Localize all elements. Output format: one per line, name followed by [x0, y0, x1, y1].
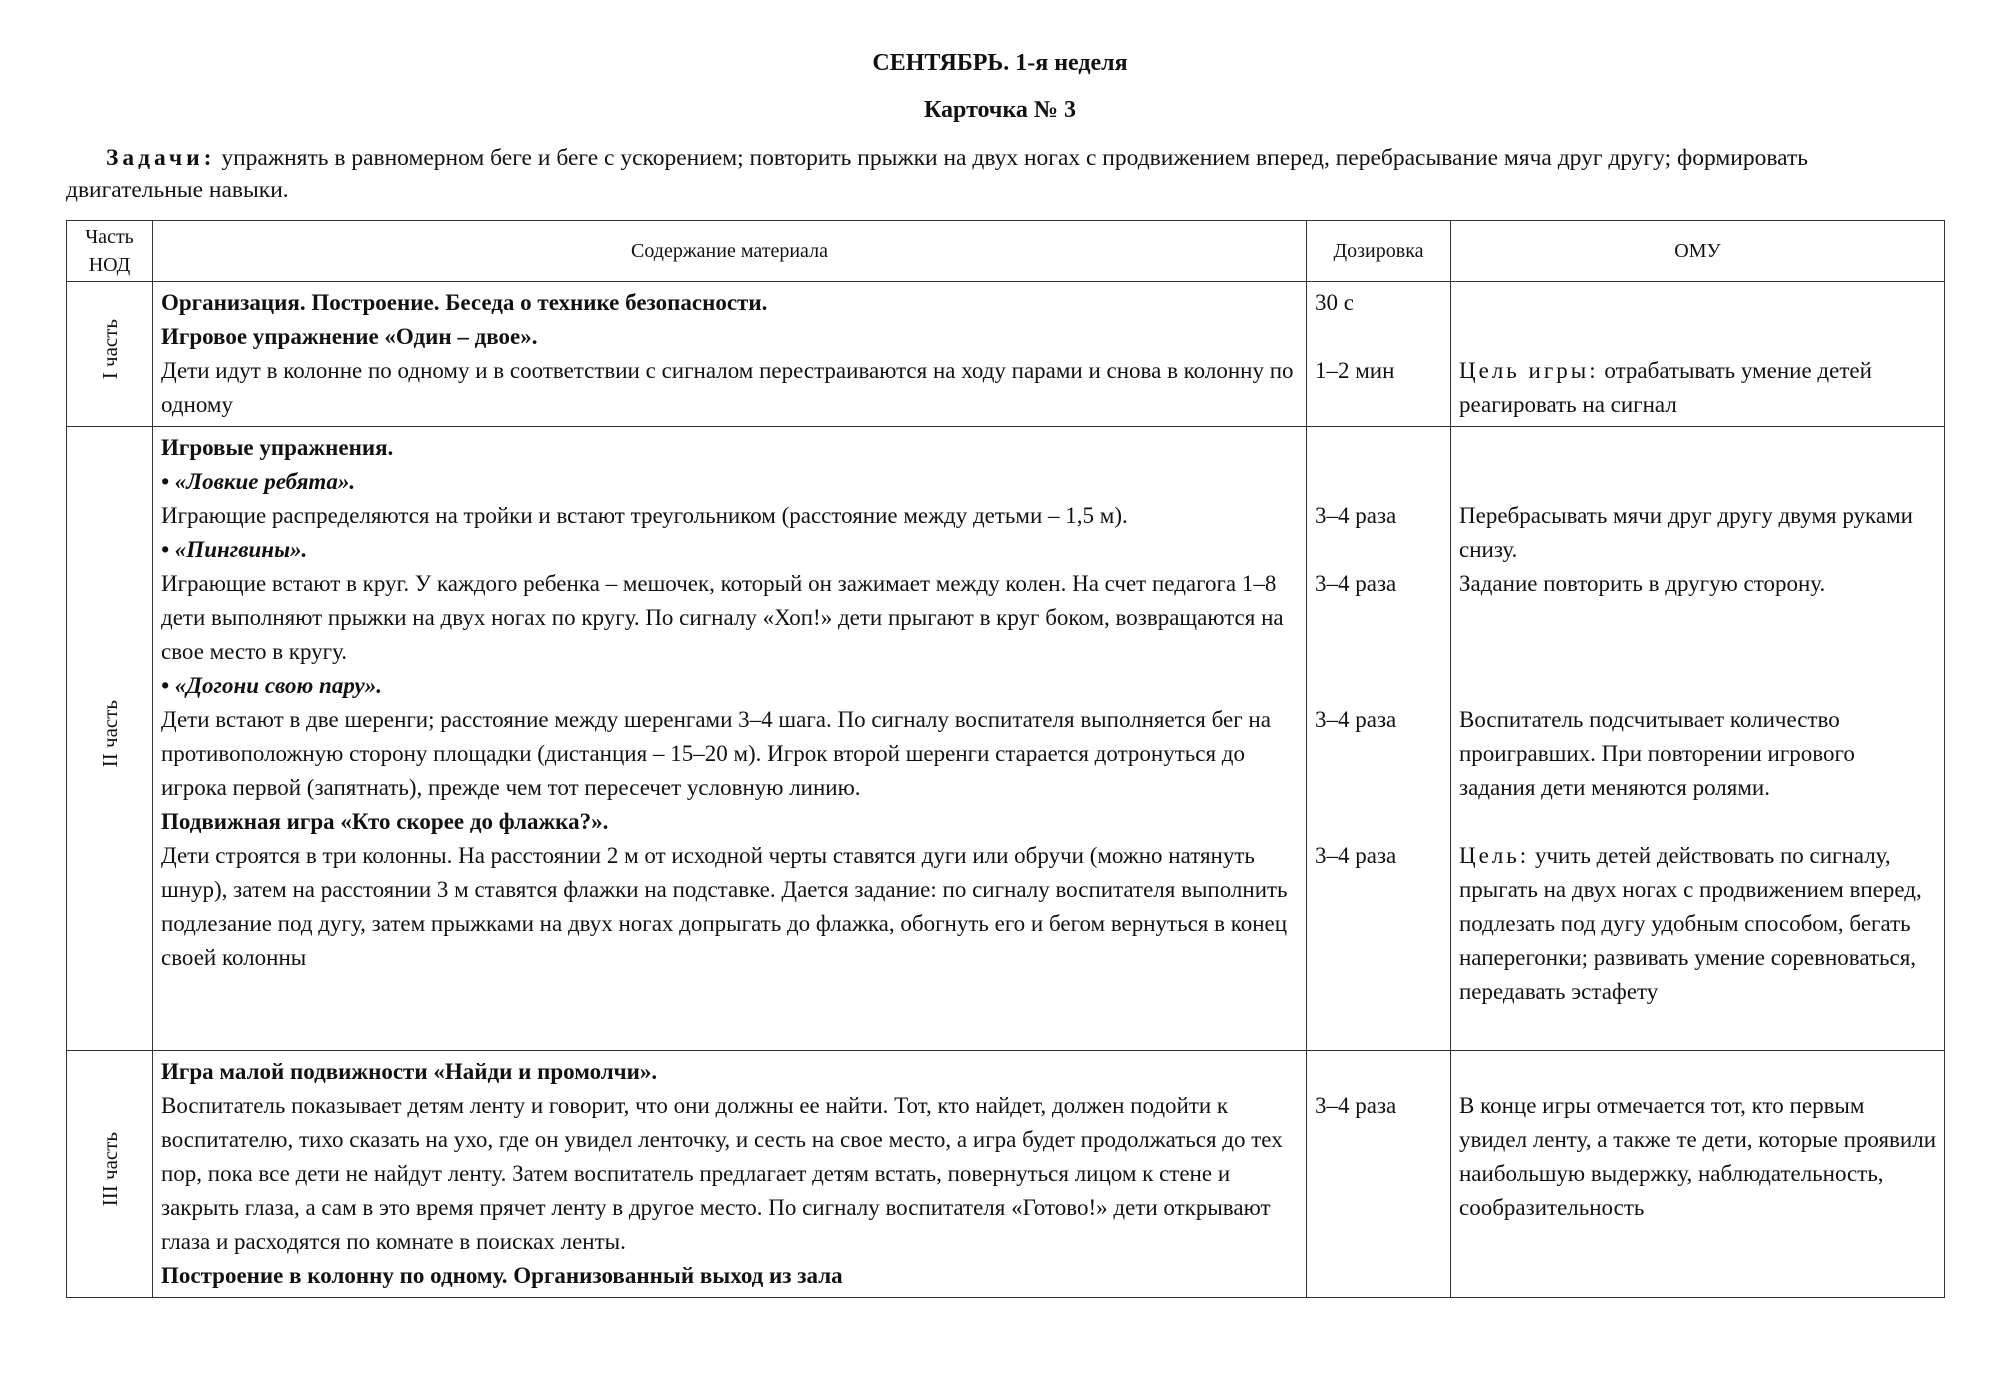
tasks-label: Задачи:	[106, 145, 216, 171]
tasks-paragraph	[66, 142, 1946, 206]
part3-dosage	[1307, 1051, 1451, 1298]
part3-omu: В конце игры отмечается тот, кто первым увидел ленту, а также те дети, которые проявили наибольшую выдержку, наблюдательность, сообразительность	[1459, 1093, 1937, 1220]
part2-game-text: Дети строятся в три колонны. На расстоянии 2 м от исходной черты ставятся дуги или обручи (можно натянуть шнур), затем на расстоянии 3 м ставятся флажки на подставке. Дается задание: по сигналу воспитателя выполнить подлезание под дугу, затем прыжками на двух ногах допрыгать до флажка, обогнуть его и бегом вернуться в конец своей колонны	[161, 843, 1288, 970]
part1-omu-text: отрабатывать умение детей реагировать на сигнал	[1459, 358, 1872, 417]
part2-ex1-omu: Перебрасывать мячи друг другу двумя руками снизу.	[1459, 503, 1913, 562]
part3-game-text: Воспитатель показывает детям ленту и говорит, что они должны ее найти. Тот, кто найдет, должен подойти к воспитателю, тихо сказать на ухо, где он увидел ленточку, и сесть на свое место, а игра будет продолжаться до тех пор, пока все дети не найдут ленту. Затем воспитатель предлагает детям встать, повернуться лицом к стене и закрыть глаза, а сам в это время прячет ленту в другое место. По сигналу воспитателя «Готово!» дети открывают глаза и расходятся по комнате в поисках ленты.	[161, 1093, 1283, 1254]
part2-game-omu	[1459, 839, 1936, 1009]
part2-ex3-dose: 3–4 раза	[1315, 707, 1397, 732]
header-dosage: Дозировка	[1307, 221, 1451, 282]
part3-omu-cell	[1451, 1051, 1945, 1298]
part1-content	[153, 282, 1307, 427]
part3-label-cell	[67, 1051, 153, 1298]
part3-game-title: Игра малой подвижности «Найди и промолчи».	[161, 1059, 658, 1084]
table-row-part2	[67, 427, 1945, 1051]
part2-ex2-text: Играющие встают в круг. У каждого ребенка – мешочек, который он зажимает между колен. На счет педагога 1–8 дети выполняют прыжки на двух ногах по кругу. По сигналу «Хоп!» дети прыгают в круг боком, возвращаются на свое место в кругу.	[161, 571, 1284, 664]
part1-org: Организация. Построение. Беседа о технике безопасности.	[161, 290, 768, 315]
part1-omu	[1451, 282, 1945, 427]
part2-omu	[1451, 427, 1945, 1051]
part3-content	[153, 1051, 1307, 1298]
part2-game-omu-text: учить детей действовать по сигналу, прыгать на двух ногах с продвижением вперед, подлезать под дугу удобным способом, бегать наперегонки; развивать умение соревноваться, передавать эстафету	[1459, 843, 1922, 1004]
part3-final: Построение в колонну по одному. Организованный выход из зала	[161, 1263, 843, 1288]
part2-ex3-omu: Воспитатель подсчитывает количество проигравших. При повторении игрового задания дети меняются ролями.	[1459, 707, 1855, 800]
part1-dose-game: 1–2 мин	[1315, 358, 1395, 383]
part2-ex2-omu: Задание повторить в другую сторону.	[1459, 571, 1826, 596]
part2-content	[153, 427, 1307, 1051]
lesson-plan-table	[66, 220, 1945, 1298]
part2-heading: Игровые упражнения.	[161, 435, 394, 460]
part2-label-cell	[67, 427, 153, 1051]
header-part: Часть НОД	[67, 221, 153, 282]
part2-game-omu-label: Цель:	[1459, 843, 1530, 868]
header-content: Содержание материала	[153, 221, 1307, 282]
part2-label: II часть	[97, 699, 122, 768]
part1-omu-text-block	[1459, 354, 1936, 422]
part1-omu-label: Цель игры:	[1459, 358, 1599, 383]
part2-ex3-text: Дети встают в две шеренги; расстояние между шеренгами 3–4 шага. По сигналу воспитателя выполняется бег на противоположную сторону площадки (дистанция – 15–20 м). Игрок второй шеренги старается дотронуться до игрока первой (запятнать), прежде чем тот пересечет условную линию.	[161, 707, 1271, 800]
part2-ex3-title: • «Догони свою пару».	[161, 673, 382, 698]
part1-game-title: Игровое упражнение «Один – двое».	[161, 324, 538, 349]
tasks-text: упражнять в равномерном беге и беге с ускорением; повторить прыжки на двух ногах с продвижением вперед, перебрасывание мяча друг другу; формировать двигательные навыки.	[66, 145, 1808, 203]
part3-label: III часть	[97, 1131, 122, 1207]
part1-label-cell	[67, 282, 153, 427]
part2-ex1-title: • «Ловкие ребята».	[161, 469, 356, 494]
part2-game-dose: 3–4 раза	[1315, 843, 1397, 868]
part3-dose: 3–4 раза	[1315, 1093, 1397, 1118]
header-omu: ОМУ	[1451, 221, 1945, 282]
part1-dose-org: 30 с	[1315, 290, 1354, 315]
part1-dosage	[1307, 282, 1451, 427]
table-row-part1	[67, 282, 1945, 427]
part1-game-text: Дети идут в колонне по одному и в соответствии с сигналом перестраиваются на ходу парами и снова в колонну по одному	[161, 358, 1294, 417]
table-header-row	[67, 221, 1945, 282]
part2-ex1-text: Играющие распределяются на тройки и встают треугольником (расстояние между детьми – 1,5 м).	[161, 503, 1128, 528]
part2-ex2-dose: 3–4 раза	[1315, 571, 1397, 596]
part2-ex2-title: • «Пингвины».	[161, 537, 308, 562]
part1-label: I часть	[97, 318, 122, 380]
part2-dosage	[1307, 427, 1451, 1051]
page-title: СЕНТЯБРЬ. 1-я неделя	[872, 50, 1128, 76]
card-number: Карточка № 3	[923, 97, 1077, 123]
part2-ex1-dose: 3–4 раза	[1315, 503, 1397, 528]
part2-game-title: Подвижная игра «Кто скорее до флажка?».	[161, 809, 609, 834]
table-row-part3	[67, 1051, 1945, 1298]
